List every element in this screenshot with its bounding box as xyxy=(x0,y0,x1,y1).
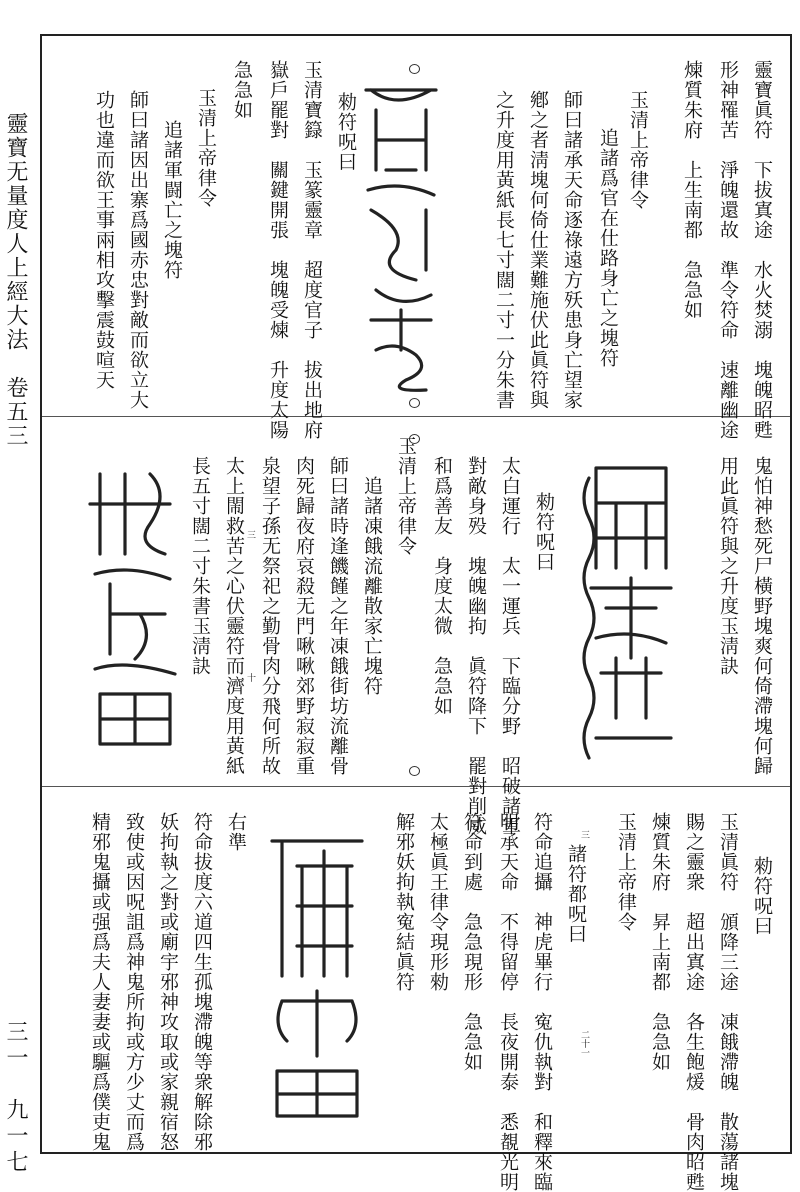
text-column: 泉望子孫无祭祀之勤骨肉分飛何所故 xyxy=(259,456,281,776)
text-column: 肉死歸夜府哀殺无門啾啾郊野寂寂重 xyxy=(293,456,315,776)
text-column: 符命到處 急急現形 急急如 xyxy=(461,812,483,1072)
text-column: 勑符呪曰 xyxy=(533,492,555,572)
text-column: 和爲善友 身度太微 急急如 xyxy=(431,456,453,716)
text-column: 追諸凍餓流離散家亡塊符 xyxy=(361,476,383,696)
text-column: 煉質朱府 上生南都 急急如 xyxy=(681,60,703,320)
text-column: 鄕之者淸塊何倚仕業難施伏此眞符與 xyxy=(527,90,549,410)
text-column: 明承天命 不得留停 長夜開泰 悉覩光明 xyxy=(497,812,519,1192)
text-column: 賜之靈衆 超出寘途 各生飽煖 骨肉昭甦 xyxy=(683,812,705,1192)
text-column: 致使或因呪詛爲神鬼所拘或方少丈而爲 xyxy=(123,812,145,1152)
text-column: 師曰諸承天命逐祿遠方殀患身亡望家 xyxy=(561,90,583,410)
page-number: 三一 九一七 xyxy=(3,1020,28,1176)
text-column: 用此眞符與之升度玉淸訣 xyxy=(717,456,739,676)
text-column: 玉清上帝律令 xyxy=(627,90,649,210)
text-column: 追諸爲官在仕路身亡之塊符 xyxy=(597,128,619,368)
panel-divider xyxy=(42,786,790,787)
text-column: 妖拘執之對或廟宇邪神攻取或家親宿怒 xyxy=(157,812,179,1152)
binding-hole-mark xyxy=(409,64,420,74)
text-column: 右準 xyxy=(225,812,247,852)
text-column: 形神罹苦 淨魄還故 準令符命 速離幽途 xyxy=(717,60,739,440)
small-mark: 三 xyxy=(579,830,589,839)
small-mark: 二十一 xyxy=(579,1030,589,1057)
text-column: 師曰諸時逢饑饉之年凍餓街坊流離骨 xyxy=(327,456,349,776)
text-column: 師曰諸因出寨爲國赤忠對敵而欲立大 xyxy=(127,90,149,410)
text-column: 急急如 xyxy=(231,60,253,120)
panel2-talisman-left xyxy=(80,464,190,754)
panel3-talisman xyxy=(262,826,372,1126)
binding-hole-mark xyxy=(409,766,420,776)
text-column: 靈寶眞符 下拔寘途 水火焚溺 塊魄昭甦 xyxy=(751,60,773,440)
text-column: 追諸軍闘亡之塊符 xyxy=(161,120,183,280)
small-mark: 十 xyxy=(245,673,255,682)
text-column: 勑符呪曰 xyxy=(751,856,773,936)
panel2-talisman-right xyxy=(574,468,604,768)
text-column: 長五寸闊二寸朱書玉淸訣 xyxy=(189,456,211,676)
text-column: 功也違而欲王事兩相攻擊震鼓喧天 xyxy=(93,90,115,390)
text-column: 玉清眞符 頒降三途 凍餓滯魄 散蕩諸塊 xyxy=(717,812,739,1192)
text-column: 玉清寶籙 玉篆靈章 超度官子 拔出地府 xyxy=(301,60,323,440)
text-column: 符命追攝 神虎畢行 寃仇執對 和釋來臨 xyxy=(531,812,553,1192)
text-column: 符命拔度六道四生孤塊滯魄等衆解除邪 xyxy=(191,812,213,1152)
panel-divider xyxy=(42,416,790,417)
text-column: 諸符都呪曰 xyxy=(565,844,587,944)
text-column: 玉清上帝律令 xyxy=(195,88,217,208)
text-column: 嶽戶罷對 關鍵開張 塊魄受煉 升度太陽 xyxy=(267,60,289,440)
panel1-talisman xyxy=(356,80,446,400)
text-column: 解邪妖拘執寃結眞符 xyxy=(393,812,415,992)
text-column: 玉清上帝律令 xyxy=(615,812,637,932)
text-column: 之升度用黃紙長七寸闊二寸一分朱書 xyxy=(493,90,515,410)
text-column: 對敵身殁 塊魄幽拘 眞符降下 罷對削威 xyxy=(465,456,487,836)
text-column: 太白運行 太一運兵 下臨分野 昭破諸軍 xyxy=(499,456,521,836)
text-column: 勑符呪曰 xyxy=(335,92,357,172)
text-column: 精邪鬼攝或强爲夫人妻妻或驅爲僕吏鬼 xyxy=(89,812,111,1152)
text-column: 太上閙救苦之心伏靈符而濟度用黃紙 xyxy=(223,456,245,776)
book-title: 靈寶无量度人上經大法 卷五三 xyxy=(3,112,28,448)
text-column: 煉質朱府 昇上南都 急急如 xyxy=(649,812,671,1072)
text-column: 太極眞王律令現形勑 xyxy=(427,812,449,992)
text-column: 鬼怕神愁死尸橫野塊爽何倚滯塊何歸 xyxy=(751,456,773,776)
text-column: 玉清上帝律令 xyxy=(395,436,417,556)
small-mark: 三 xyxy=(245,530,255,539)
